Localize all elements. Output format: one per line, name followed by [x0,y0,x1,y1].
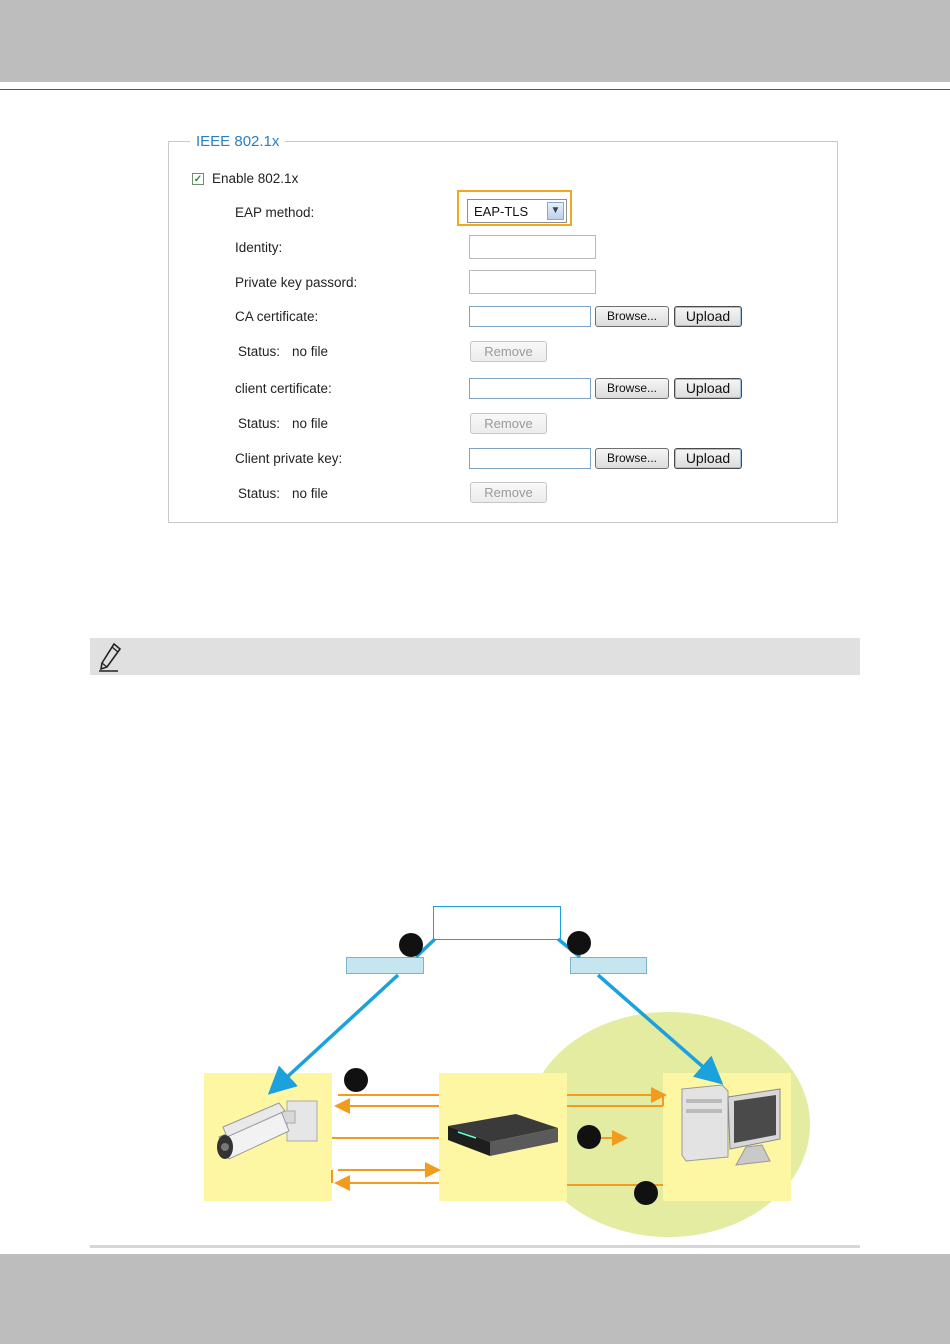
client-cert-status-value: no file [292,416,329,431]
client-private-key-file-field[interactable] [469,448,591,469]
ca-certificate-remove-button[interactable]: Remove [470,341,547,362]
page-footer-band [0,1254,950,1344]
pencil-icon [96,641,124,678]
step-marker [344,1068,368,1092]
client-cert-status-label: Status: [238,416,281,431]
private-key-password-input[interactable] [469,270,596,294]
client-certificate-upload-button[interactable]: Upload [674,378,742,399]
client-key-status-value: no file [292,486,329,501]
diagram-connectors [0,890,950,1230]
ca-status-label: Status: [238,344,281,359]
step-marker [567,931,591,955]
ca-certificate-upload-button[interactable]: Upload [674,306,742,327]
header-rule [0,89,950,90]
private-key-password-label: Private key passord: [235,275,358,290]
client-certificate-label: client certificate: [235,381,332,396]
page-header-band [0,0,950,82]
identity-label: Identity: [235,240,283,255]
network-switch-icon [446,1110,560,1165]
ca-certificate-browse-button[interactable]: Browse... [595,306,669,327]
identity-input[interactable] [469,235,596,259]
client-certificate-browse-button[interactable]: Browse... [595,378,669,399]
step-marker [634,1181,658,1205]
eap-method-value: EAP-TLS [474,204,529,219]
client-private-key-label: Client private key: [235,451,343,466]
client-private-key-upload-button[interactable]: Upload [674,448,742,469]
enable-8021x-label: Enable 802.1x [212,171,299,186]
eap-method-label: EAP method: [235,205,315,220]
chevron-down-icon[interactable]: ▼ [547,202,564,220]
desktop-computer-icon [678,1083,788,1172]
client-private-key-remove-button[interactable]: Remove [470,482,547,503]
network-camera-icon [215,1097,327,1172]
note-bar [90,638,860,675]
client-key-status-label: Status: [238,486,281,501]
ca-status-value: no file [292,344,329,359]
step-marker [577,1125,601,1149]
ca-certificate-file-field[interactable] [469,306,591,327]
enable-8021x-checkbox[interactable]: ✓ [193,174,203,185]
client-certificate-file-field[interactable] [469,378,591,399]
client-certificate-remove-button[interactable]: Remove [470,413,547,434]
step-marker [399,933,423,957]
fieldset-legend: IEEE 802.1x [190,133,285,151]
footer-rule [90,1245,860,1248]
client-private-key-browse-button[interactable]: Browse... [595,448,669,469]
ca-certificate-label: CA certificate: [235,309,319,324]
